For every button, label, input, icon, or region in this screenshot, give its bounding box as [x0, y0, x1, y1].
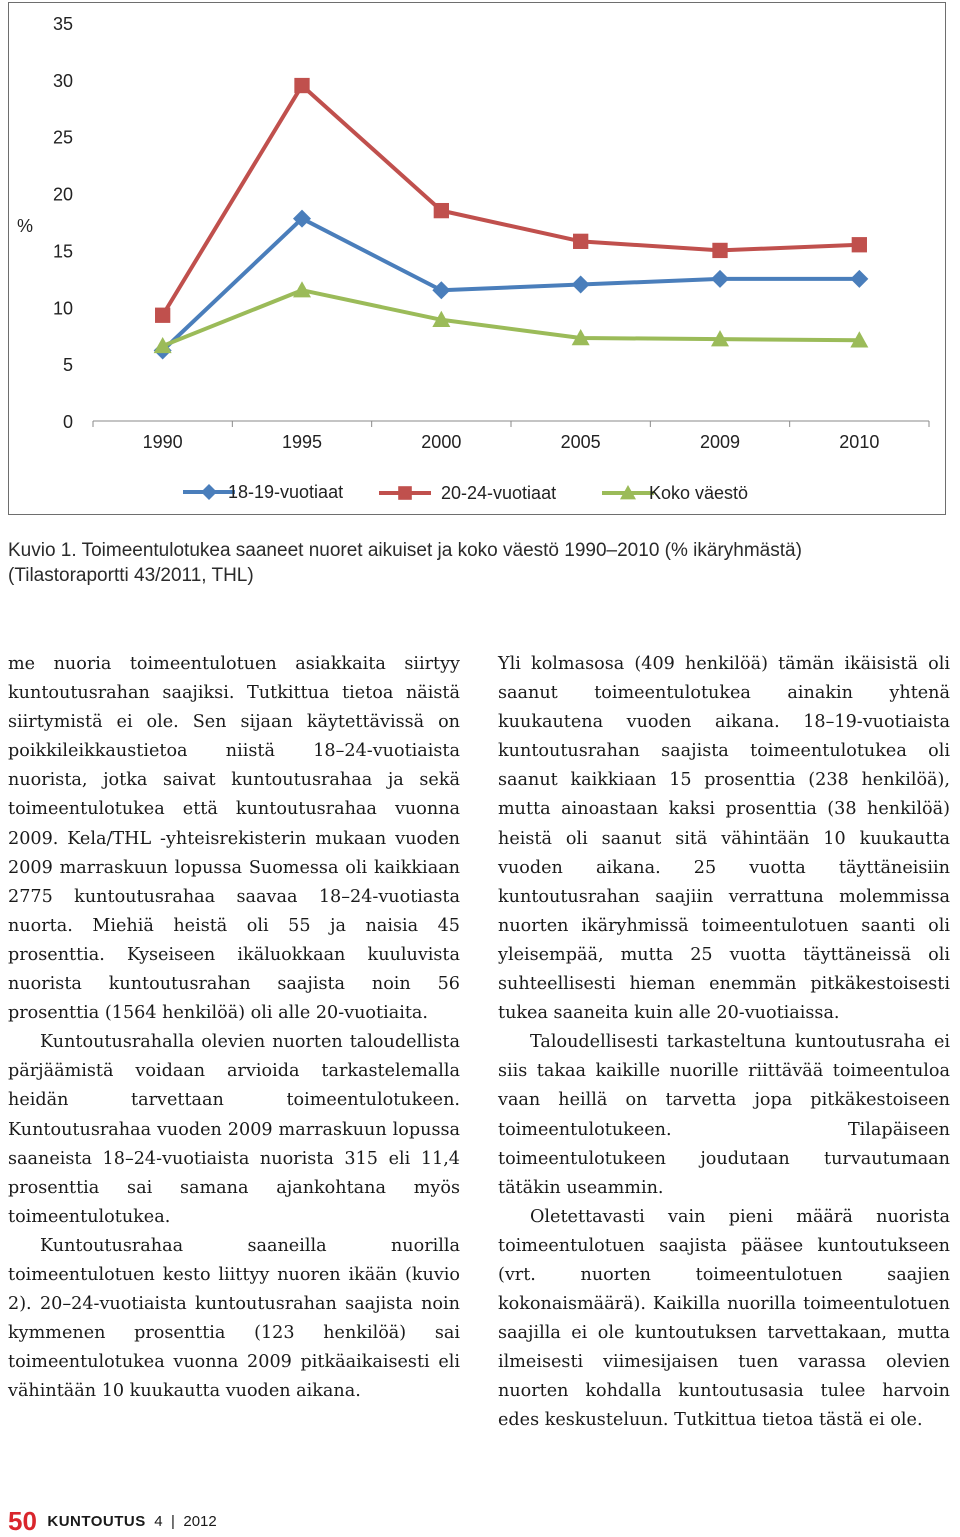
right-paragraph-3: Oletettavasti vain pieni määrä nuorista toimeentulotuen saajista pääsee kuntoutukseen (vrt. nuorten toimeentulotuen saajien kokonaismäärä). Kaikilla nuorilla toimeentulotuen saajilla ei ole kuntoutuksen tarvettakaan, mutta ilmeisesti viimesijaisen tuen varassa olevien nuorten kohdalla kuntoutusasia tulee harvoin edes keskusteluun. Tutkittua tietoa tästä ei ole. — [498, 1206, 950, 1431]
data-point-diamond — [572, 276, 590, 294]
issue-year: 2012 — [183, 1513, 217, 1530]
left-paragraph-1: me nuoria toimeentulotuen asiakkaita siirtyy kuntoutusrahan saajiksi. Tutkittua tietoa näistä siirtymistä ei ole. Sen sijaan käytettävissä on poikkileikkaustietoa niistä 18–24-vuotiaista nuorista, jotka saivat kuntoutusrahaa ja sekä toimeentulotukea että kuntoutusrahaa vuonna 2009. Kela/THL -yhteisrekisterin mukaan vuoden 2009 marraskuun lopussa Suomessa oli kaikkiaan 2775 kuntoutusrahaa saavaa 18–24-vuotiasta nuorta. Miehiä heistä oli 55 ja naisia 45 prosenttia. Kyseiseen ikäluokkaan kuuluvista nuorista kuntoutusrahan saajista noin 56 prosenttia (1564 henkilöä) oli alle 20-vuotiaita. — [8, 654, 460, 1024]
y-tick-label: 25 — [52, 127, 73, 148]
x-tick-label: 2000 — [421, 432, 462, 452]
x-tick-label: 2009 — [699, 432, 741, 452]
right-paragraph-2: Taloudellisesti tarkasteltuna kuntoutusraha ei siis takaa kaikille nuorille riittävää toimeentuloa vaan heillä on tarvetta jopa pitkäkestoiseen toimeentulotukeen. Tilapäiseen toimeentulotukeen joudutaan turvautumaan tätäkin useammin. — [498, 1032, 950, 1198]
legend-label-3: Koko väestö — [649, 483, 749, 503]
chart-frame — [8, 2, 946, 515]
data-point-diamond — [432, 281, 450, 299]
x-tick-label: 2010 — [839, 432, 880, 452]
left-text-column — [8, 650, 460, 1406]
figure-caption — [8, 538, 958, 588]
legend-label-1: 18-19-vuotiaat — [228, 482, 344, 502]
x-tick-label: 1990 — [142, 432, 183, 452]
left-paragraph-2: Kuntoutusrahalla olevien nuorten taloudellista pärjäämistä voidaan arvioida tarkastelemalla heidän tarvettaan toimeentulotukeen. Kuntoutusrahaa vuoden 2009 marraskuun lopussa saaneista 18–24-vuotiaista nuorista 315 eli 11,4 prosenttia sai samana ajankohtana myös toimeentulotukea. — [8, 1032, 460, 1227]
y-tick-label: 5 — [62, 355, 73, 376]
caption-line-2: (Tilastoraportti 43/2011, THL) — [8, 565, 254, 586]
y-tick-label: 30 — [52, 70, 73, 91]
x-tick-label: 1995 — [281, 432, 323, 452]
x-tick-label: 2005 — [560, 432, 601, 452]
data-point-square — [712, 243, 727, 258]
data-point-square — [434, 203, 449, 218]
data-point-square — [294, 78, 309, 93]
data-point-diamond — [850, 270, 868, 288]
y-axis-label: % — [16, 216, 34, 236]
data-point-square — [852, 237, 867, 252]
y-tick-label: 15 — [52, 241, 73, 262]
footer-separator: | — [171, 1513, 175, 1530]
page-number: 50 — [8, 1506, 37, 1536]
data-point-square — [155, 308, 170, 323]
legend-label-2: 20-24-vuotiaat — [441, 483, 557, 503]
issue-number: 4 — [154, 1513, 163, 1530]
data-point-diamond — [711, 270, 729, 288]
y-tick-label: 0 — [62, 412, 73, 432]
right-paragraph-1: Yli kolmasosa (409 henkilöä) tämän ikäisistä oli saanut toimeentulotukea ainakin yhtenä kuukautena vuoden aikana. 18–19-vuotiaista kuntoutusrahan saajista toimeentulotukea oli saanut kaikkiaan 15 prosenttia (238 henkilöä), mutta ainoastaan kaksi prosenttia (38 henkilöä) heistä oli saanut sitä vähintään 10 kuukautta vuoden aikana. 25 vuotta täyttäneisiin kuntoutusrahan saajiin verrattuna molemmissa nuorten ikäryhmissä toimeentulotuen saanti oli yleisempää, mutta 25 vuotta täyttäneissä oli suhteellisesti hieman enemmän pitkäkestoisesti tukea saaneita kuin alle 20-vuotiaissa. — [498, 654, 950, 1024]
line-chart — [9, 3, 945, 514]
data-point-square — [573, 234, 588, 249]
page-footer — [8, 1506, 217, 1537]
y-tick-label: 10 — [52, 298, 73, 319]
y-tick-label: 20 — [52, 184, 73, 205]
journal-name: KUNTOUTUS — [47, 1513, 146, 1530]
data-point-triangle — [293, 281, 311, 297]
legend-marker-square — [398, 486, 412, 500]
left-paragraph-3: Kuntoutusrahaa saaneilla nuorilla toimeentulotuen kesto liittyy nuoren ikään (kuvio 2). 20–24-vuotiaista kuntoutusrahan saajista noin kymmenen prosenttia (123 henkilöä) sai toimeentulotukea vuonna 2009 pitkäaikaisesti eli vähintään 10 kuukautta vuoden aikana. — [8, 1235, 460, 1402]
right-text-column — [498, 650, 950, 1436]
series-line-3 — [163, 290, 860, 346]
y-tick-label: 35 — [52, 14, 73, 34]
legend-marker-diamond — [201, 484, 217, 500]
caption-line-1: Kuvio 1. Toimeentulotukea saaneet nuoret aikuiset ja koko väestö 1990–2010 (% ikäryhmästä) — [8, 540, 802, 561]
